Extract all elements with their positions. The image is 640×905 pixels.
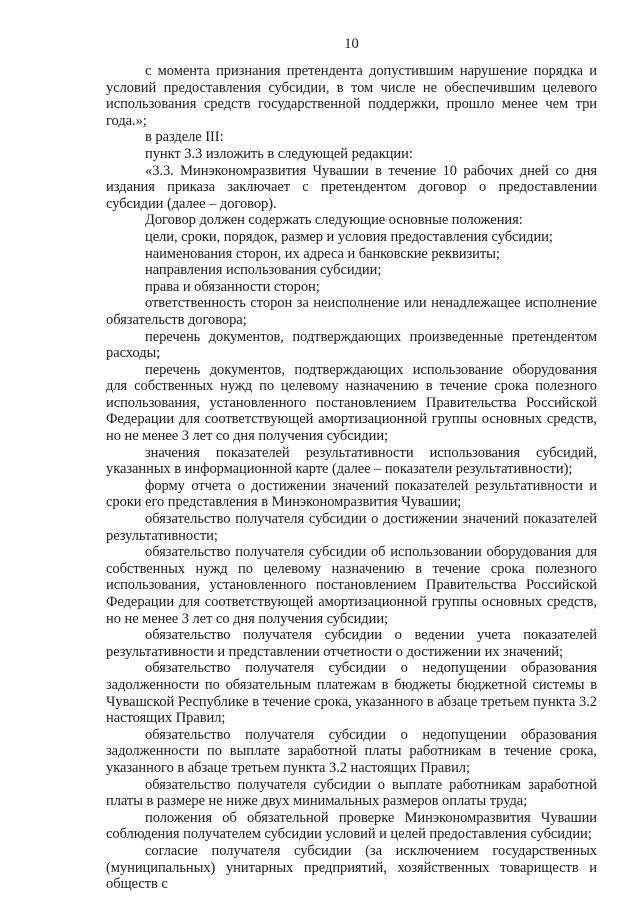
paragraph: ответственность сторон за неисполнение или ненадлежащее исполнение обязательств договора; [106, 295, 597, 328]
paragraph: с момента признания претендента допустившим нарушение порядка и условий предоставления субсидии, в том числе не обеспечившим целевого использования средств государственной поддержки, прошло менее чем три года.»; [106, 63, 597, 129]
paragraph: значения показателей результативности использования субсидий, указанных в информационной карте (далее – показатели результативности); [106, 444, 597, 478]
paragraph: форму отчета о достижении значений показателей результативности и сроки его представления в Минэкономразвития Чувашии; [106, 477, 597, 511]
document-page [106, 36, 597, 893]
paragraph: в разделе III: [145, 129, 224, 146]
paragraph: обязательство получателя субсидии об использовании оборудования для собственных нужд по целевому назначению в течение срока полезного использования, установленного постановлением Правительства Российской Федерации для соответствующей амортизационной группы основных средств, но не менее 3 лет со дня получения субсидии; [106, 544, 597, 627]
paragraph: обязательство получателя субсидии о ведении учета показателей результативности и представлении отчетности о достижении их значений; [106, 627, 597, 660]
paragraph: обязательство получателя субсидии о выплате работникам заработной платы в размере не ниже двух минимальных размеров оплаты труда; [106, 776, 597, 810]
paragraph: наименования сторон, их адреса и банковские реквизиты; [145, 245, 500, 262]
paragraph: перечень документов, подтверждающих произведенные претендентом расходы; [106, 328, 597, 362]
paragraph: цели, сроки, порядок, размер и условия предоставления субсидии; [145, 228, 553, 245]
paragraph: пункт 3.3 изложить в следующей редакции: [145, 145, 413, 162]
paragraph: обязательство получателя субсидии о недопущении образования задолженности по обязательным платежам в бюджеты бюджетной системы в Чувашской Республике в течение срока, указанного в абзаце третьем пункта 3.2 настоящих Правил; [106, 660, 597, 727]
page-number: 10 [344, 36, 359, 52]
paragraph: обязательство получателя субсидии о достижении значений показателей результативности; [106, 511, 597, 544]
paragraph: права и обязанности сторон; [145, 278, 320, 295]
paragraph: перечень документов, подтверждающих использование оборудования для собственных нужд по целевому назначению в течение срока полезного использования, установленного постановлением Правительства Российской Федерации для соответствующей амортизационной группы основных средств, но не менее 3 лет со дня получения субсидии; [106, 361, 597, 445]
paragraph: «3.3. Минэкономразвития Чувашии в течение 10 рабочих дней со дня издания приказа заключает с претендентом договор о предоставлении субсидии (далее – договор). [106, 162, 597, 212]
paragraph: согласие получателя субсидии (за исключением государственных (муниципальных) унитарных предприятий, хозяйственных товариществ и обществ с [106, 842, 597, 893]
paragraph: положения об обязательной проверке Минэкономразвития Чувашии соблюдения получателем субсидии условий и целей предоставления субсидии; [106, 809, 597, 843]
paragraph: Договор должен содержать следующие основные положения: [145, 212, 523, 229]
paragraph: обязательство получателя субсидии о недопущении образования задолженности по выплате заработной платы работникам в течение срока, указанного в абзаце третьем пункта 3.2 настоящих Правил; [106, 726, 597, 776]
paragraph: направления использования субсидии; [145, 262, 382, 279]
